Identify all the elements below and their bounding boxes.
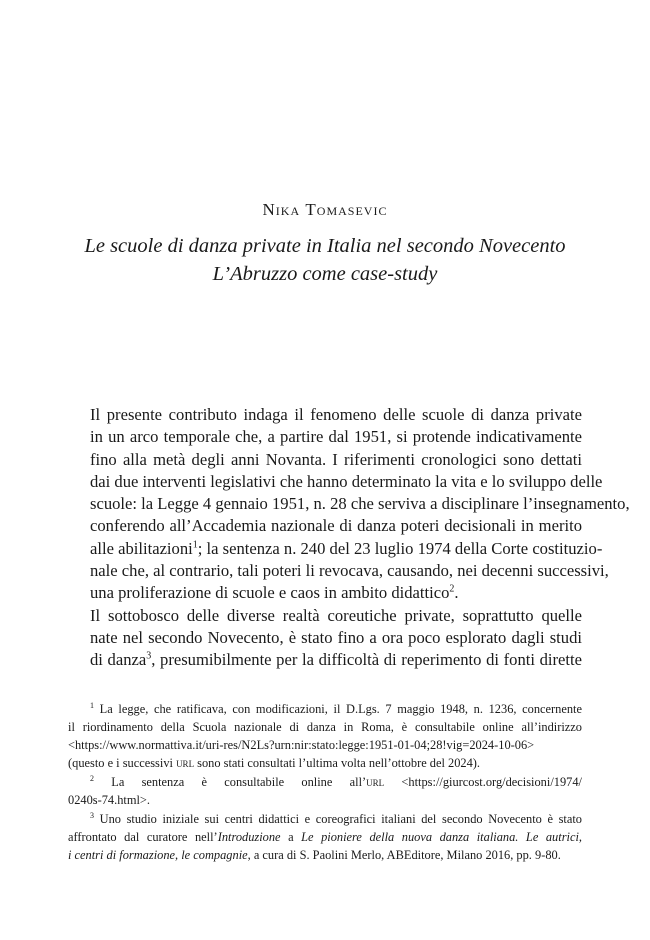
footnote-line <box>68 810 582 828</box>
chapter-title-line: Le scuole di danza private in Italia nel secondo Novecento <box>84 235 566 257</box>
text-fragment: Introduzione <box>217 830 281 844</box>
paragraph-2 <box>68 605 582 672</box>
footnote-3 <box>68 810 582 864</box>
text-fragment: sono stati consultati l’ultima volta nell’ottobre del 2024). <box>194 756 481 770</box>
text-fragment: url <box>176 756 195 770</box>
text-fragment: url <box>366 775 385 789</box>
footnote-line <box>68 700 582 718</box>
text-line: conferendo all’Accademia nazionale di danza poteri decisionali in merito <box>90 516 582 536</box>
author-last-name: Tomasevic <box>305 200 388 219</box>
text-fragment: , presumibilmente per la difficoltà di reperimento di fonti dirette <box>151 650 582 670</box>
text-fragment: La sentenza è consultabile online all’ <box>111 775 367 789</box>
text-fragment: , a cura di S. Paolini Merlo, ABEditore, Milano 2016, pp. 9-80. <box>247 848 561 862</box>
footnote-line: il riordinamento della Scuola nazionale di danza in Roma, è consultabile online all’indirizzo <box>68 720 582 734</box>
footnote-line <box>68 754 582 772</box>
footnote-line <box>68 773 582 791</box>
text-line: scuole: la Legge 4 gennaio 1951, n. 28 che serviva a disciplinare l’insegnamento, <box>90 494 630 514</box>
text-fragment: Le pioniere della nuova danza italiana. Le autrici, <box>301 830 582 844</box>
footnote-number: 2 <box>90 773 94 783</box>
footnote-line <box>68 846 582 864</box>
footnote-url[interactable]: 0240s-74.html>. <box>68 793 151 807</box>
text-fragment: La legge, che ratificava, con modificazioni, il D.Lgs. 7 maggio 1948, n. 1236, concernente <box>99 702 582 716</box>
text-line: Il sottobosco delle diverse realtà coreutiche private, soprattutto quelle <box>90 605 582 625</box>
chapter-title <box>0 232 650 288</box>
text-line: nate nel secondo Novecento, è stato fino a ora poco esplorato dagli studi <box>90 627 582 647</box>
footnote-url[interactable]: <https://www.normattiva.it/uri-res/N2Ls?urn:nir:stato:legge:1951-01-04;28!vig=2024-10-06> <box>68 738 535 752</box>
text-fragment: affrontato dal curatore nell’ <box>68 830 218 844</box>
footnote-number: 3 <box>90 810 94 820</box>
footnote-ref-1[interactable]: 1 <box>192 539 198 551</box>
text-fragment: di danza <box>90 650 147 670</box>
footnote-1 <box>68 700 582 772</box>
text-fragment: (questo e i successivi <box>68 756 177 770</box>
text-fragment: i centri di formazione, le compagnie <box>68 848 248 862</box>
footnotes <box>68 700 582 865</box>
text-line: dai due interventi legislativi che hanno determinato la vita e lo sviluppo delle <box>90 471 603 491</box>
text-fragment: ; la sentenza n. 240 del 23 luglio 1974 della Corte costituzio- <box>197 538 603 558</box>
body-text <box>68 404 630 672</box>
footnote-ref-2[interactable]: 2 <box>449 583 455 595</box>
text-line: fino alla metà degli anni Novanta. I riferimenti cronologici sono dettati <box>90 449 582 469</box>
text-line <box>68 649 582 671</box>
text-line: nale che, al contrario, tali poteri li revocava, causando, nei decenni successivi, <box>90 561 609 581</box>
text-fragment: . <box>454 583 459 603</box>
footnote-2 <box>68 773 582 809</box>
text-fragment: una proliferazione di scuole e caos in ambito didattico <box>90 583 450 603</box>
text-line <box>68 538 603 560</box>
footnote-number: 1 <box>90 700 94 710</box>
author-name <box>0 200 650 220</box>
footnote-line <box>68 828 582 846</box>
footnote-url[interactable]: <https://giurcost.org/decisioni/1974/ <box>384 775 582 789</box>
author-first-name: Nika <box>262 200 301 219</box>
text-line: Il presente contributo indaga il fenomeno delle scuole di danza private <box>90 405 582 424</box>
text-line: in un arco temporale che, a partire dal 1951, si protende indicativamente <box>90 427 582 447</box>
text-fragment: Uno studio iniziale sui centri didattici e coreografici italiani del secondo Novecento è stato <box>99 812 582 826</box>
text-fragment: a <box>280 830 302 844</box>
footnote-ref-3[interactable]: 3 <box>146 650 152 662</box>
text-fragment: alle abilitazioni <box>90 538 193 558</box>
paragraph-1 <box>68 404 630 605</box>
text-line <box>68 582 582 604</box>
chapter-subtitle-line: L’Abruzzo come case-study <box>212 263 438 285</box>
